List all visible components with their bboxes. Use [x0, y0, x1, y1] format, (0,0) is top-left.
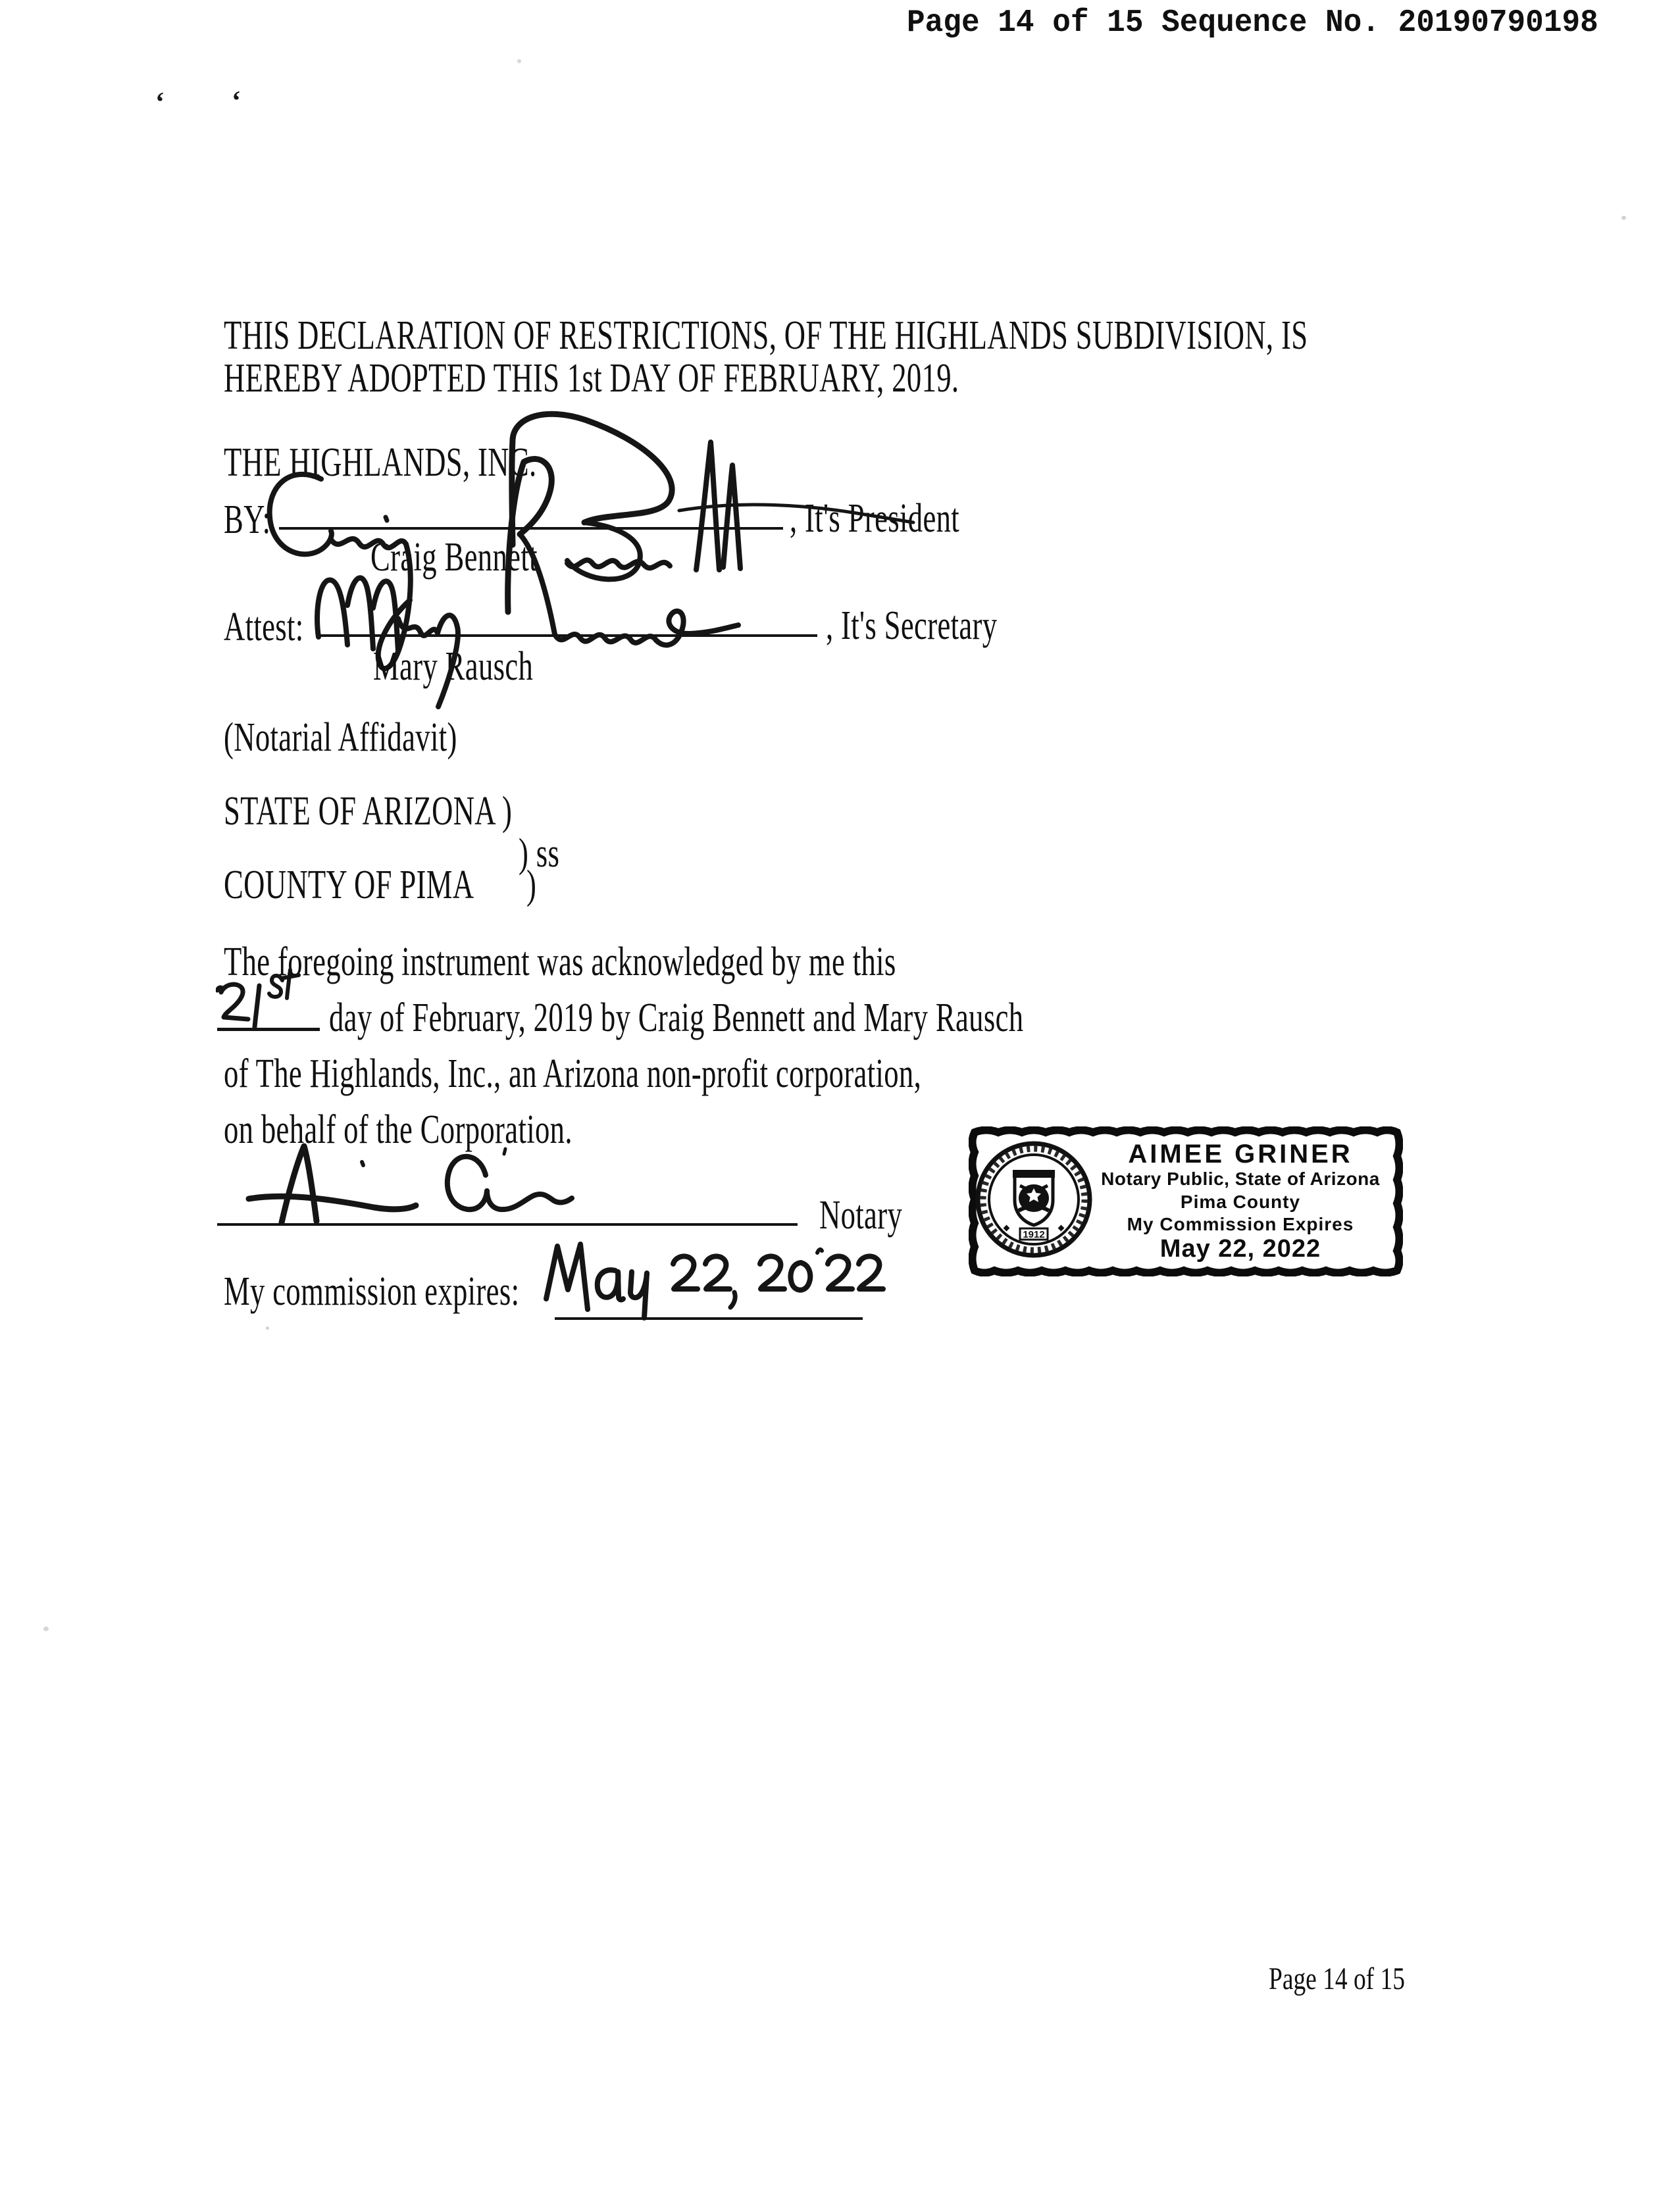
stamp-county-line: Pima County [1180, 1192, 1301, 1212]
stamp-title-line: Notary Public, State of Arizona [1101, 1169, 1380, 1189]
scan-artifact-mark: ‘ [232, 86, 241, 116]
stamp-expires-date: May 22, 2022 [1159, 1235, 1321, 1263]
notarial-affidavit-heading: (Notarial Affidavit) [224, 715, 457, 760]
handwritten-day-21st [216, 966, 328, 1038]
venue-county-paren: ) [526, 863, 537, 907]
secretary-printed-name: Mary Rausch [373, 644, 534, 689]
venue-ss-line: ) ss [519, 831, 560, 876]
venue-state-line: STATE OF ARIZONA ) [224, 789, 513, 834]
arizona-state-seal-icon [971, 1137, 1096, 1262]
commission-expires-label: My commission expires: [224, 1269, 520, 1314]
acknowledgment-line2: day of February, 2019 by Craig Bennett and Mary Rausch [329, 996, 1024, 1040]
notary-label: Notary [819, 1193, 903, 1238]
acknowledgment-line4: on behalf of the Corporation. [224, 1107, 573, 1152]
page-footer: Page 14 of 15 [1269, 1961, 1405, 1996]
venue-county-line: COUNTY OF PIMA [224, 863, 474, 907]
seal-year: 1912 [1023, 1229, 1045, 1240]
acknowledgment-line3: of The Highlands, Inc., an Arizona non-profit corporation, [224, 1051, 922, 1096]
attest-label: Attest: [224, 605, 304, 649]
president-title: , It's President [790, 496, 960, 541]
adoption-paragraph-line1: THIS DECLARATION OF RESTRICTIONS, OF THE HIGHLANDS SUBDIVISION, IS [224, 313, 1308, 358]
handwritten-commission-date [538, 1236, 887, 1324]
stamp-notary-name: AIMEE GRINER [1128, 1140, 1353, 1169]
by-label: BY: [224, 497, 271, 542]
stamp-expires-label: My Commission Expires [1127, 1214, 1354, 1234]
scan-speck [1621, 216, 1626, 220]
scan-speck [43, 1626, 49, 1631]
acknowledgment-line1: The foregoing instrument was acknowledged by me this [224, 940, 896, 984]
scan-speck [517, 59, 521, 63]
president-printed-name: Craig Bennett [370, 535, 538, 580]
company-name: THE HIGHLANDS, INC. [224, 440, 537, 485]
scan-artifact-mark: ‘ [155, 88, 165, 118]
notary-stamp [969, 1126, 1403, 1276]
secretary-title: , It's Secretary [826, 603, 998, 648]
page-header-sequence: Page 14 of 15 Sequence No. 20190790198 [907, 5, 1598, 41]
adoption-paragraph-line2: HEREBY ADOPTED THIS 1st DAY OF FEBRUARY, 2019. [224, 356, 959, 401]
scan-speck [266, 1326, 269, 1330]
notary-signature-aimee-griner [243, 1138, 625, 1237]
